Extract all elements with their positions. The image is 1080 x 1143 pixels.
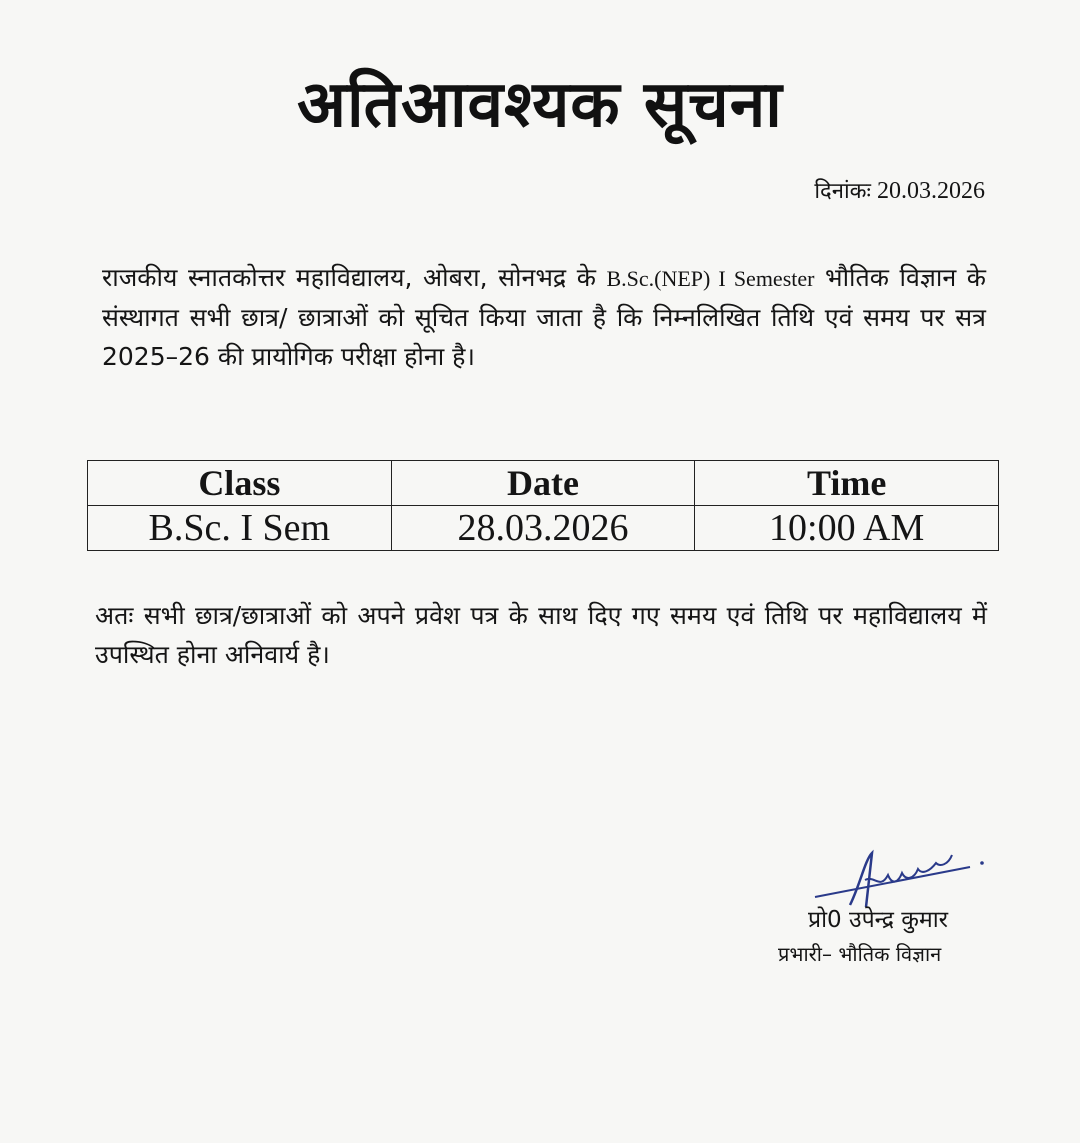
table-row — [88, 506, 999, 551]
para1-rest: भौतिक विज्ञान के संस्थागत सभी छात्र/ छात्राओं को सूचित किया जाता है कि निम्नलिखित तिथि एवं समय पर सत्र 2025–26 की प्रायोगिक परीक्षा होना है। — [102, 263, 986, 371]
notice-paragraph-2: अतः सभी छात्र/छात्राओं को अपने प्रवेश पत्र के साथ दिए गए समय एवं तिथि पर महाविद्यालय में उपस्थित होना अनिवार्य है। — [95, 601, 987, 669]
header-class: Class — [88, 461, 392, 506]
table-header-row — [88, 461, 999, 506]
signatory-name: प्रो0 उपेन्द्र कुमार — [808, 907, 949, 933]
header-time: Time — [695, 461, 999, 506]
header-date: Date — [391, 461, 695, 506]
para1-intro: राजकीय स्नातकोत्तर महाविद्यालय, ओबरा, सोनभद्र के — [102, 263, 596, 292]
date-label: दिनांकः — [814, 179, 871, 204]
exam-schedule-table — [87, 460, 999, 551]
notice-date — [814, 175, 985, 205]
para1-course: B.Sc.(NEP) I Semester — [606, 266, 815, 291]
cell-time: 10:00 AM — [695, 506, 999, 551]
notice-paragraph-1 — [102, 258, 986, 376]
cell-date: 28.03.2026 — [391, 506, 695, 551]
date-value: 20.03.2026 — [877, 178, 985, 204]
signatory-designation: प्रभारी– भौतिक विज्ञान — [778, 942, 942, 966]
notice-title: अतिआवश्यक सूचना — [297, 68, 783, 142]
cell-class: B.Sc. I Sem — [88, 506, 392, 551]
